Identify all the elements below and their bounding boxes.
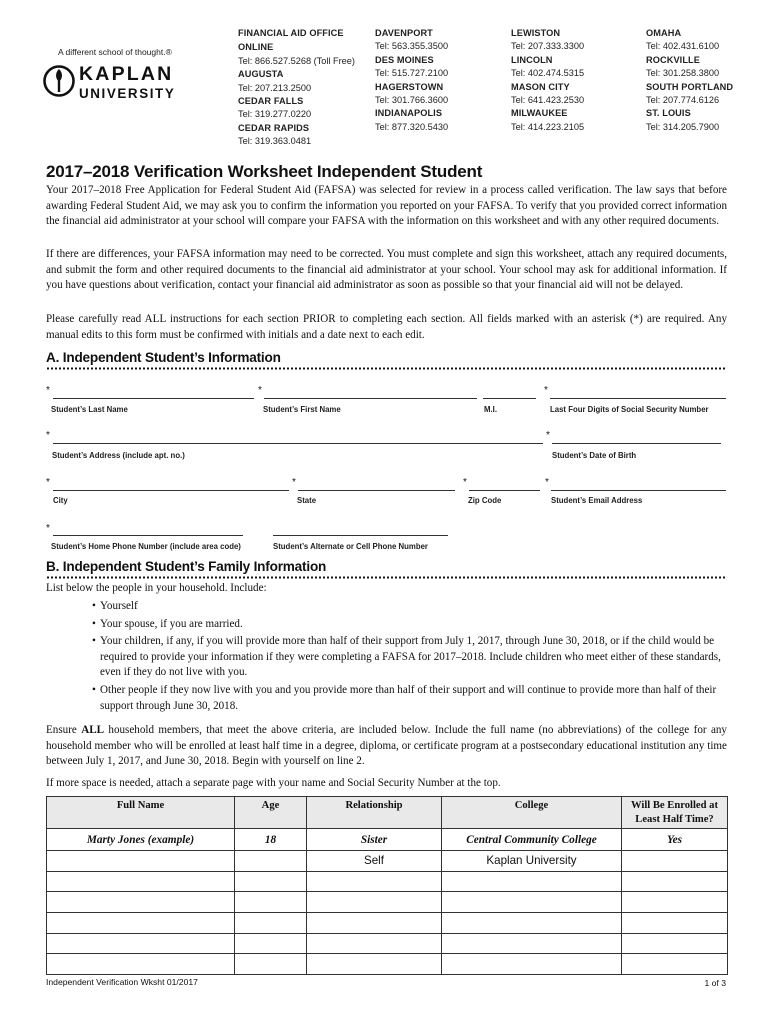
column-header-enrolled: Will Be Enrolled at Least Half Time? [622, 797, 728, 829]
office-tel: Tel: 301.766.3600 [375, 95, 449, 106]
relationship-input[interactable]: Self [307, 851, 442, 872]
college-input[interactable] [442, 954, 622, 975]
form-identifier: Independent Verification Wksht 01/2017 [46, 977, 198, 987]
more-space-note: If more space is needed, attach a separate page with your name and Social Security Number at the top. [46, 777, 501, 789]
table-cell: Sister [307, 829, 442, 851]
city-field[interactable] [53, 490, 289, 491]
last-name-field[interactable] [53, 398, 254, 399]
age-input[interactable] [235, 871, 307, 892]
list-item: • Your spouse, if you are married. [92, 617, 728, 633]
last-name-label: Student’s Last Name [51, 405, 128, 414]
email-label: Student’s Email Address [551, 496, 643, 505]
table-row [47, 892, 728, 913]
required-asterisk: * [46, 477, 50, 488]
zip-code-field[interactable] [469, 490, 540, 491]
office-city: ONLINE [238, 42, 274, 53]
office-city: AUGUSTA [238, 69, 284, 80]
office-city: DAVENPORT [375, 28, 433, 38]
kaplan-university-logo [42, 60, 202, 106]
page-title: 2017–2018 Verification Worksheet Independent Student [46, 162, 483, 181]
office-tel: Tel: 563.355.3500 [375, 41, 449, 52]
office-tel: Tel: 402.431.6100 [646, 41, 720, 52]
table-row [47, 913, 728, 934]
full-name-input[interactable] [47, 851, 235, 872]
alternate-phone-label: Student’s Alternate or Cell Phone Number [273, 542, 428, 551]
college-input[interactable] [442, 933, 622, 954]
enrolled-input[interactable] [622, 933, 728, 954]
office-city: FINANCIAL AID OFFICE [238, 28, 344, 38]
required-asterisk: * [46, 385, 50, 396]
age-input[interactable] [235, 913, 307, 934]
college-input[interactable] [442, 892, 622, 913]
office-city: LEWISTON [511, 28, 561, 38]
column-header-full-name: Full Name [47, 797, 235, 829]
enrolled-input[interactable] [622, 913, 728, 934]
date-of-birth-label: Student’s Date of Birth [552, 451, 637, 460]
table-row [47, 933, 728, 954]
enrolled-input[interactable] [622, 871, 728, 892]
relationship-input[interactable] [307, 954, 442, 975]
section-b-divider [46, 576, 727, 579]
full-name-input[interactable] [47, 954, 235, 975]
enrolled-input[interactable] [622, 954, 728, 975]
office-city: DES MOINES [375, 54, 434, 65]
state-field[interactable] [298, 490, 455, 491]
enrolled-input[interactable] [622, 892, 728, 913]
office-tel: Tel: 414.223.2105 [511, 121, 585, 132]
office-tel: Tel: 877.320.5430 [375, 121, 449, 132]
list-item: • Yourself [92, 599, 728, 615]
ensure-paragraph: Ensure ALL household members, that meet the above criteria, are included below. Include the full name (no abbreviations) of the college for any household member who will be enrolled at least half time in a degree, diploma, or certificate program at a postsecondary educational institution any time between July 1, 2017, and June 30, 2018. Begin with yourself on line 2. [46, 724, 727, 768]
office-tel: Tel: 402.474.5315 [511, 68, 585, 79]
table-row [47, 851, 728, 872]
office-city: HAGERSTOWN [375, 81, 444, 92]
full-name-input[interactable] [47, 933, 235, 954]
age-input[interactable] [235, 933, 307, 954]
household-list-intro: List below the people in your household. Include: [46, 582, 267, 594]
required-asterisk: * [46, 430, 50, 441]
office-city: LINCOLN [511, 54, 553, 65]
enrolled-input[interactable] [622, 851, 728, 872]
table-cell: Yes [622, 829, 728, 851]
office-tel: Tel: 207.333.3300 [511, 41, 585, 52]
office-city: ROCKVILLE [646, 54, 700, 65]
full-name-input[interactable] [47, 892, 235, 913]
ssn-last-four-field[interactable] [550, 398, 726, 399]
table-cell: Marty Jones (example) [47, 829, 235, 851]
office-column-3 [511, 27, 584, 134]
city-label: City [53, 496, 68, 505]
section-b-heading: B. Independent Student’s Family Information [46, 559, 327, 574]
age-input[interactable] [235, 954, 307, 975]
relationship-input[interactable] [307, 892, 442, 913]
intro-paragraph-2: If there are differences, your FAFSA information may need to be corrected. You must complete and sign this worksheet, attach any required documents, and submit the form and other required documents to the financial aid administrator at your school. Your school may ask for additional information. If you have questions about verification, contact your financial aid administrator as soon as possible so that your financial aid will not be delayed. [46, 248, 727, 292]
first-name-field[interactable] [264, 398, 477, 399]
first-name-label: Student’s First Name [263, 405, 341, 414]
required-asterisk: * [545, 477, 549, 488]
household-criteria-list [92, 599, 728, 716]
home-phone-field[interactable] [53, 535, 243, 536]
office-column-2 [375, 27, 448, 134]
required-asterisk: * [546, 430, 550, 441]
table-header-row [47, 797, 728, 829]
table-row [47, 871, 728, 892]
age-input[interactable] [235, 851, 307, 872]
office-tel: Tel: 301.258.3800 [646, 68, 720, 79]
zip-code-label: Zip Code [468, 496, 502, 505]
office-tel: Tel: 207.774.6126 [646, 95, 720, 106]
full-name-input[interactable] [47, 913, 235, 934]
age-input[interactable] [235, 892, 307, 913]
required-asterisk: * [46, 523, 50, 534]
office-city: ST. LOUIS [646, 108, 691, 119]
table-row [47, 954, 728, 975]
intro-paragraph-3: Please carefully read ALL instructions for each section PRIOR to completing each section. All fields marked with an asterisk (*) are required. Any manual edits to this form must be confirmed with initials and a date next to each edit. [46, 313, 727, 341]
table-cell: Central Community College [442, 829, 622, 851]
office-tel: Tel: 641.423.2530 [511, 95, 585, 106]
relationship-input[interactable] [307, 871, 442, 892]
section-a-heading: A. Independent Student’s Information [46, 350, 281, 365]
alternate-phone-field[interactable] [273, 535, 448, 536]
list-item: • Your children, if any, if you will provide more than half of their support from July 1, 2017, through June 30, 2018, or if the child would be required to provide your information if they were completing a FAFSA for 2017–2018. Include children who meet either of these standards, even if they do not live with you. [92, 634, 728, 681]
column-header-relationship: Relationship [307, 797, 442, 829]
office-city: MILWAUKEE [511, 108, 568, 119]
table-cell: 18 [235, 829, 307, 851]
office-city: CEDAR RAPIDS [238, 122, 310, 133]
required-asterisk: * [292, 477, 296, 488]
office-city: OMAHA [646, 28, 682, 38]
required-asterisk: * [544, 385, 548, 396]
office-city: SOUTH PORTLAND [646, 81, 734, 92]
date-of-birth-field[interactable] [552, 443, 721, 444]
full-name-input[interactable] [47, 871, 235, 892]
office-column-1 [238, 27, 355, 149]
middle-initial-label: M.I. [484, 405, 497, 414]
office-city: CEDAR FALLS [238, 96, 304, 107]
table-row-example [47, 829, 728, 851]
office-tel: Tel: 515.727.2100 [375, 68, 449, 79]
column-header-age: Age [235, 797, 307, 829]
list-item: • Other people if they now live with you and you provide more than half of their support and will continue to provide more than half of their support through June 30, 2018. [92, 683, 728, 714]
page-number: 1 of 3 [704, 978, 726, 988]
college-input[interactable] [442, 913, 622, 934]
tagline: A different school of thought.® [58, 47, 172, 57]
relationship-input[interactable] [307, 913, 442, 934]
column-header-college: College [442, 797, 622, 829]
intro-paragraph-1: Your 2017–2018 Free Application for Federal Student Aid (FAFSA) was selected for review in a process called verification. The law says that before awarding Federal Student Aid, we may ask you to confirm the information you reported on your FAFSA. To verify that you provided correct information the financial aid administrator at your school will compare your FAFSA with the information on this worksheet and with any other required documents. [46, 184, 727, 228]
household-table [46, 796, 728, 975]
logo-word-kaplan: KAPLAN [79, 63, 174, 85]
office-tel: Tel: 319.277.0220 [238, 109, 312, 120]
state-label: State [297, 496, 317, 505]
address-label: Student’s Address (include apt. no.) [52, 451, 185, 460]
office-city: MASON CITY [511, 81, 570, 92]
office-tel: Tel: 207.213.2500 [238, 82, 312, 93]
relationship-input[interactable] [307, 933, 442, 954]
home-phone-label: Student’s Home Phone Number (include area code) [51, 542, 241, 551]
office-tel: Tel: 866.527.5268 (Toll Free) [238, 55, 355, 66]
middle-initial-field[interactable] [483, 398, 536, 399]
office-column-4 [646, 27, 733, 134]
office-tel: Tel: 319.363.0481 [238, 136, 312, 147]
college-input[interactable]: Kaplan University [442, 851, 622, 872]
office-city: INDIANAPOLIS [375, 108, 443, 119]
email-field[interactable] [551, 490, 726, 491]
emphasis-all: ALL [81, 724, 105, 736]
section-a-divider [46, 367, 727, 370]
required-asterisk: * [258, 385, 262, 396]
required-asterisk: * [463, 477, 467, 488]
ssn-last-four-label: Last Four Digits of Social Security Number [550, 405, 709, 414]
college-input[interactable] [442, 871, 622, 892]
logo-word-university: UNIVERSITY [79, 86, 176, 101]
office-tel: Tel: 314.205.7900 [646, 121, 720, 132]
address-field[interactable] [53, 443, 543, 444]
